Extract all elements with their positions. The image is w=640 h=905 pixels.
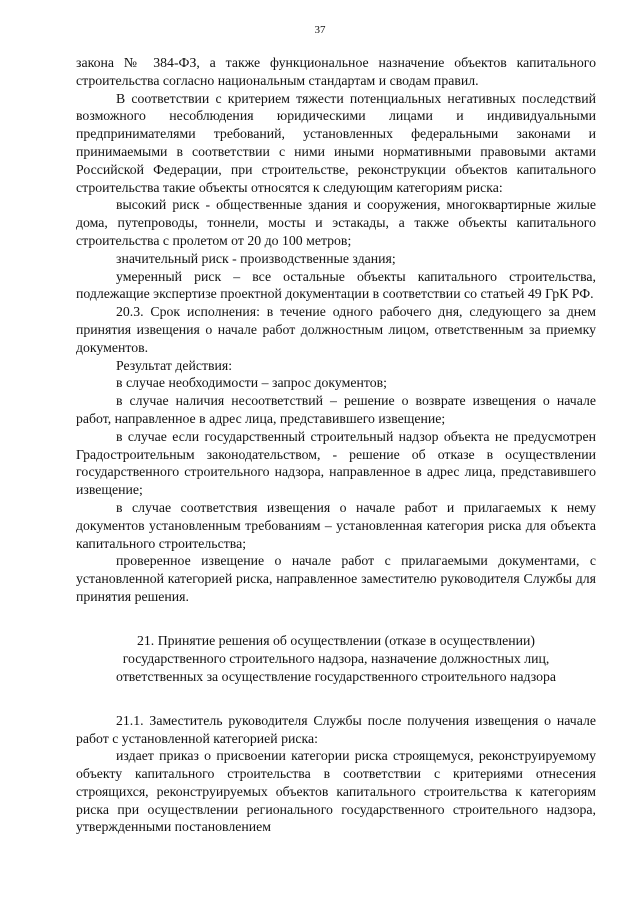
section-heading-line: ответственных за осуществление государственного строительного надзора [116, 668, 556, 684]
paragraph: 21.1. Заместитель руководителя Службы после получения извещения о начале работ с установленной категорией риска: [76, 712, 596, 746]
paragraph: умеренный риск – все остальные объекты капитального строительства, подлежащие экспертизе проектной документации в соответствии со статьей 49 ГрК РФ. [76, 268, 596, 302]
section-heading-line: государственного строительного надзора, назначение должностных лиц, [122, 650, 550, 666]
section-heading [76, 632, 596, 686]
page-number: 37 [314, 24, 326, 36]
paragraph: В соответствии с критерием тяжести потенциальных негативных последствий возможного несоблюдения юридическими лицами и индивидуальными предпринимателями требований, установленных федеральными законами и принимаемыми в соответствии с ними иными нормативными правовыми актами Российской Федерации, при строительстве, реконструкции объектов капитального строительства такие объекты относятся к следующим категориям риска: [76, 90, 596, 195]
section-heading-line: 21. Принятие решения об осуществлении (отказе в осуществлении) [137, 632, 535, 648]
paragraph: 20.3. Срок исполнения: в течение одного рабочего дня, следующего за днем принятия извещения о начале работ должностным лицом, ответственным за приемку документов. [76, 304, 596, 355]
paragraph: проверенное извещение о начале работ с прилагаемыми документами, с установленной категорией риска, направленное заместителю руководителя Службы для принятия решения. [76, 553, 596, 604]
paragraph: в случае соответствия извещения о начале работ и прилагаемых к нему документов установленным требованиям – установленная категория риска для объекта капитального строительства; [76, 499, 596, 551]
paragraph: закона № 384-ФЗ, а также функциональное назначение объектов капитального строительства согласно национальным стандартам и сводам правил. [76, 55, 596, 88]
paragraph: высокий риск - общественные здания и сооружения, многоквартирные жилые дома, путепроводы, тоннели, мосты и эстакады, а также объекты капитального строительства с пролетом от 20 до 100 метров; [76, 197, 596, 248]
paragraph: в случае если государственный строительный надзор объекта не предусмотрен Градостроительным законодательством, - решение об отказе в осуществлении государственного строительного надзора, направленное в адрес лица, представившего извещение; [76, 428, 596, 498]
paragraph: Результат действия: [116, 357, 233, 373]
document-body [76, 54, 596, 836]
paragraph: в случае наличия несоответствий – решение о возврате извещения о начале работ, направленное в адрес лица, представившего извещение; [76, 393, 596, 426]
paragraph: издает приказ о присвоении категории риска строящемуся, реконструируемому объекту капитального строительства в соответствии с критериями отнесения строящихся, реконструируемых объектов капитального строительства к категориям риска при осуществлении регионального государственного строительного надзора, утвержденными постановлением [76, 748, 596, 835]
paragraph: значительный риск - производственные здания; [116, 250, 396, 266]
paragraph: в случае необходимости – запрос документов; [116, 375, 387, 391]
